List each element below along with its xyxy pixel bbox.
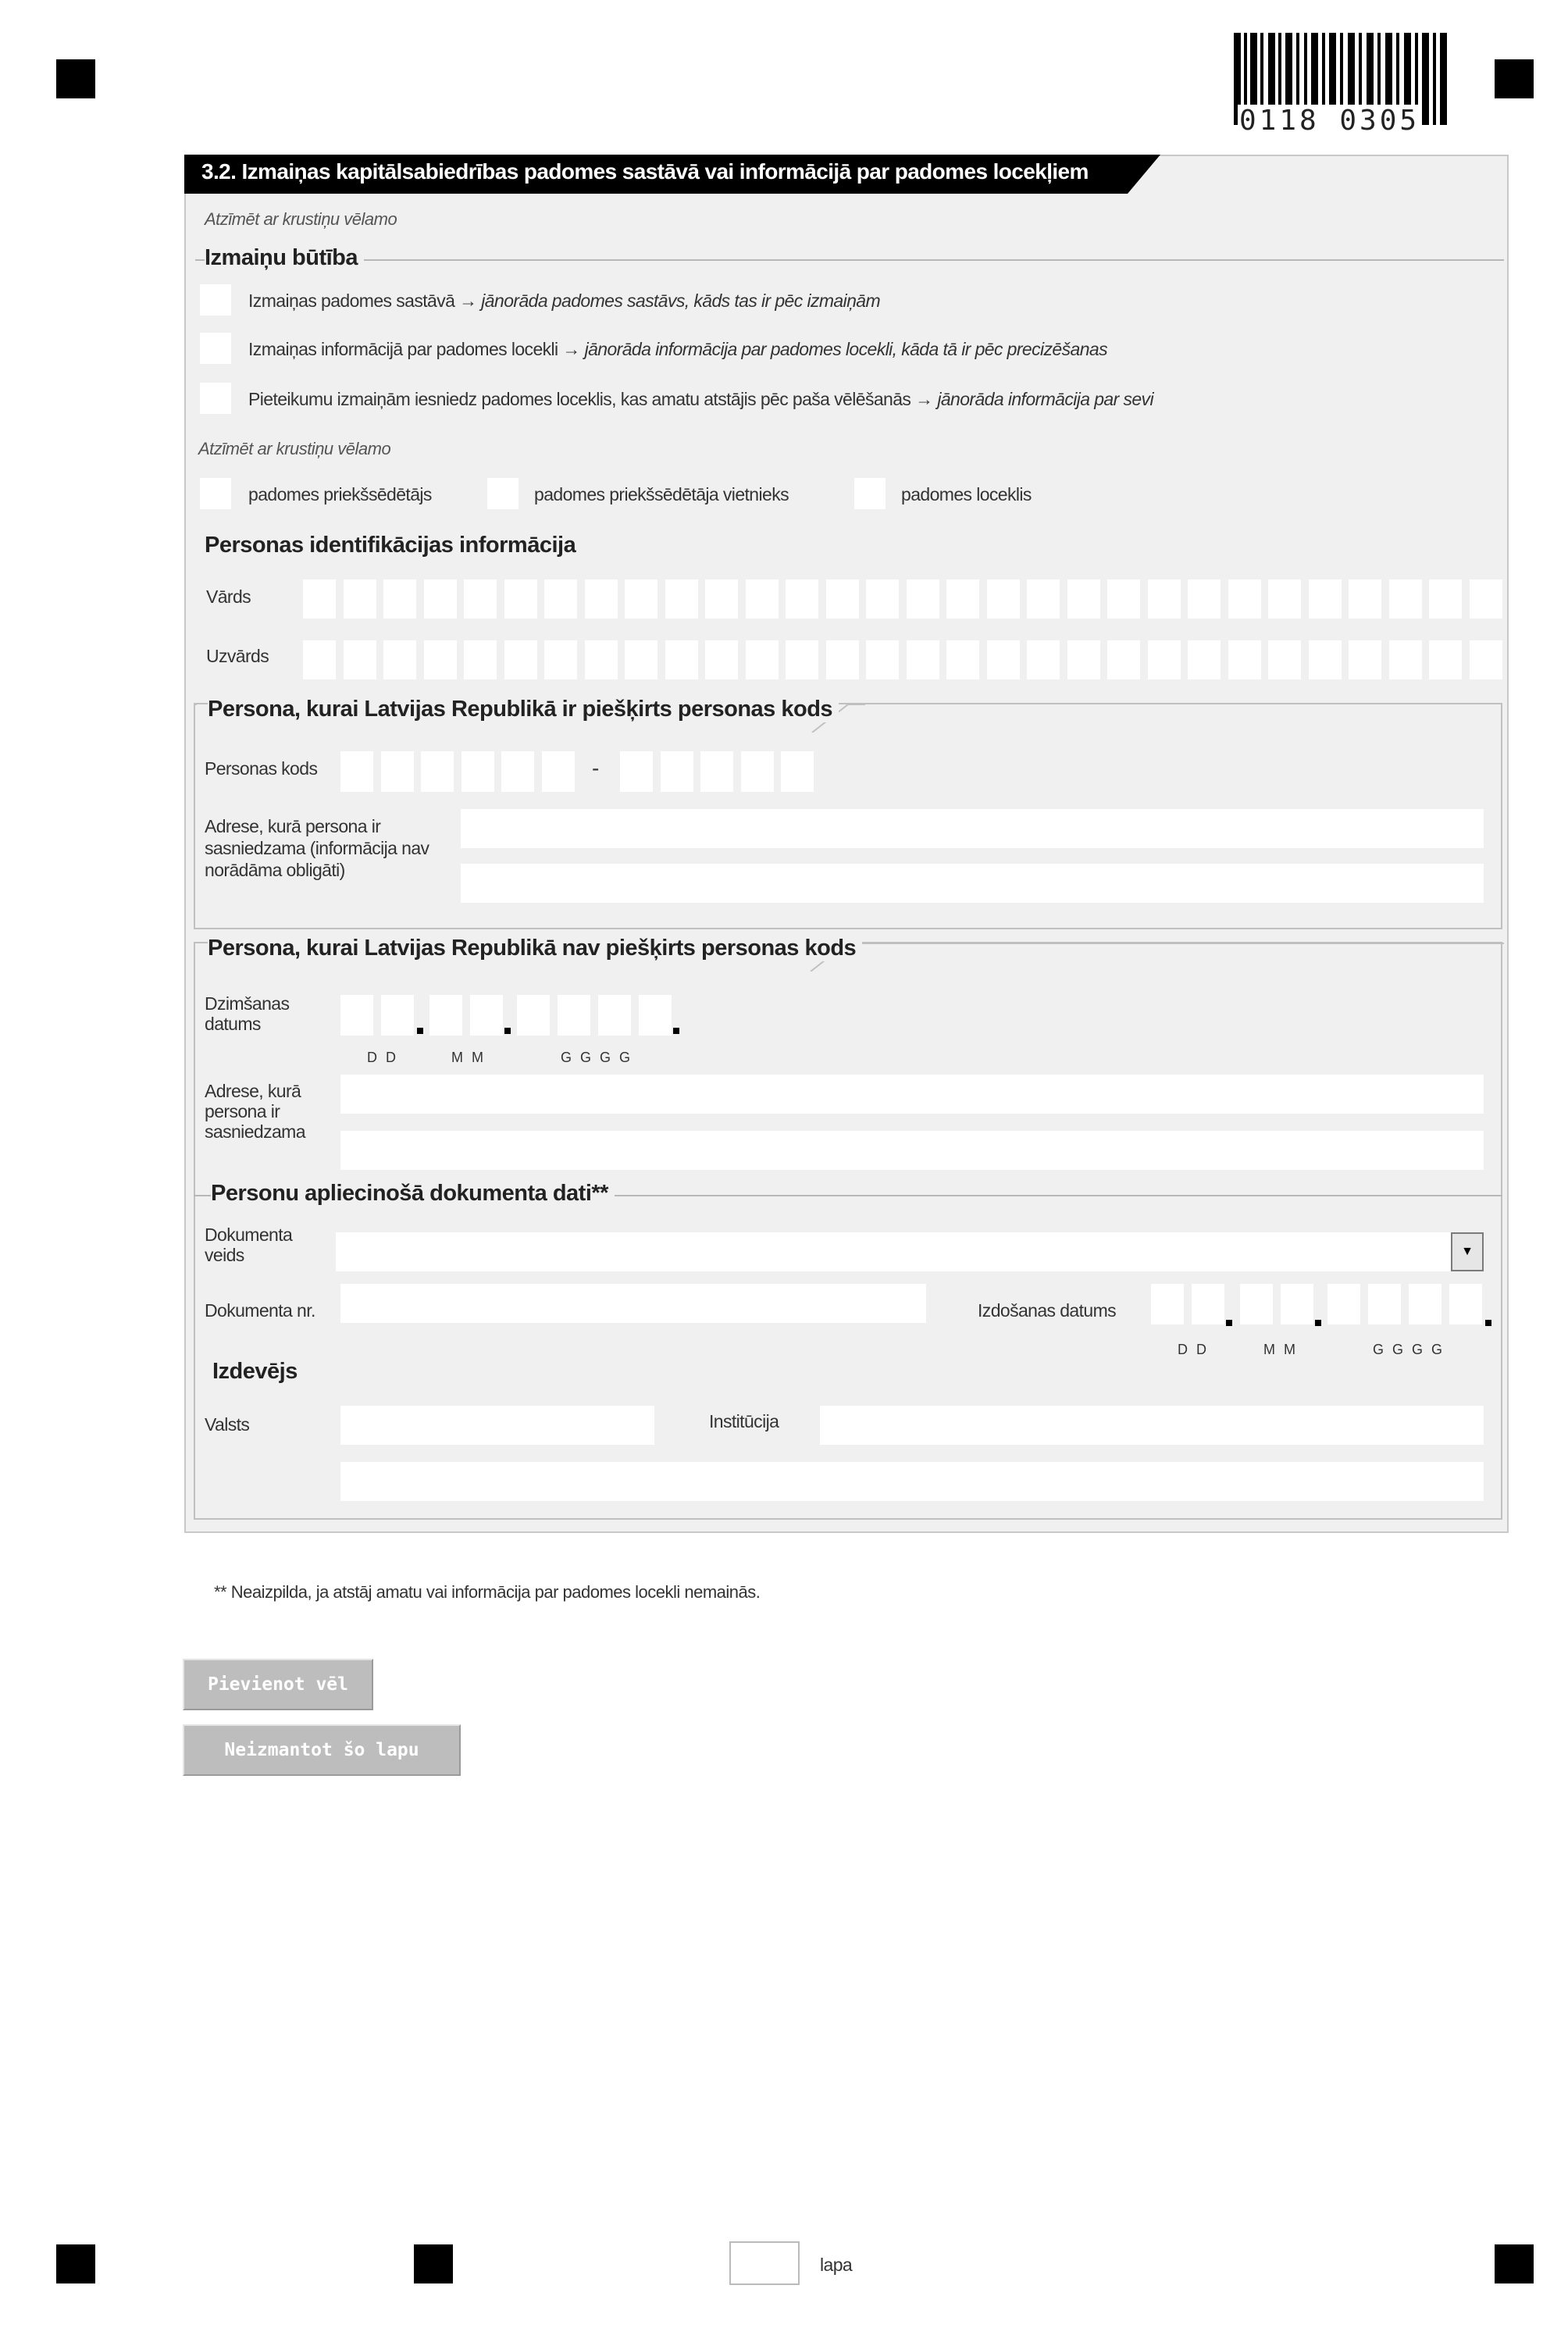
role-chairman-label: padomes priekšsēdētājs <box>248 484 432 504</box>
first-name-cell[interactable] <box>826 579 859 619</box>
dont-use-page-button[interactable]: Neizmantot šo lapu <box>183 1724 461 1776</box>
first-name-cell[interactable] <box>544 579 577 619</box>
without-code-legend: Persona, kurai Latvijas Republikā nav piešķirts personas kods <box>208 936 862 961</box>
last-name-cell[interactable] <box>1188 640 1221 679</box>
first-name-cell[interactable] <box>1188 579 1221 619</box>
birth-date-dot-1 <box>417 1028 423 1034</box>
last-name-cell[interactable] <box>705 640 738 679</box>
first-name-cell[interactable] <box>625 579 657 619</box>
with-code-address-label: Adrese, kurā persona ir sasniedzama (informācija nav norādāma obligāti) <box>205 816 429 880</box>
last-name-cell[interactable] <box>826 640 859 679</box>
document-number-label: Dokumenta nr. <box>205 1300 315 1321</box>
birth-date-cell[interactable] <box>470 995 503 1036</box>
issue-date-cell[interactable] <box>1368 1284 1401 1324</box>
first-name-cell[interactable] <box>1067 579 1100 619</box>
birth-date-dot-3 <box>673 1028 679 1034</box>
personal-code-cell[interactable] <box>501 751 534 792</box>
issue-date-label: Izdošanas datums <box>978 1300 1117 1321</box>
last-name-cell[interactable] <box>987 640 1020 679</box>
last-name-cell[interactable] <box>786 640 818 679</box>
first-name-cell[interactable] <box>1268 579 1301 619</box>
birth-date-label: Dzimšanas datums <box>205 993 290 1034</box>
institution-field[interactable] <box>820 1406 1484 1445</box>
last-name-cell[interactable] <box>665 640 698 679</box>
last-name-cell[interactable] <box>1509 640 1542 679</box>
issue-date-dot-1 <box>1226 1320 1232 1326</box>
birth-date-yyyy: G G G G <box>561 1050 633 1065</box>
without-code-address-field-2[interactable] <box>340 1131 1484 1170</box>
birth-date-dd: D D <box>367 1050 398 1065</box>
change-nature-line <box>195 259 1504 261</box>
registration-mark-bottom-left <box>56 2244 95 2283</box>
last-name-cell[interactable] <box>1429 640 1462 679</box>
issue-date-dot-3 <box>1485 1320 1491 1326</box>
last-name-cell[interactable] <box>1067 640 1100 679</box>
last-name-cell[interactable] <box>1107 640 1140 679</box>
first-name-cell[interactable] <box>504 579 537 619</box>
institution-label: Institūcija <box>709 1411 779 1431</box>
personal-code-separator: - <box>592 756 599 780</box>
first-name-cell[interactable] <box>746 579 779 619</box>
issue-date-dot-2 <box>1315 1320 1321 1326</box>
barcode-number: 0118 0305 <box>1239 105 1420 137</box>
section-title: 3.2. Izmaiņas kapitālsabiedrības padomes sastāvā vai informācijā par padomes locekļiem <box>201 159 1089 184</box>
change-composition-option: Izmaiņas padomes sastāvā → jānorāda padomes sastāvs, kāds tas ir pēc izmaiņām <box>248 291 881 311</box>
personal-code-label: Personas kods <box>205 758 318 779</box>
first-name-cell[interactable] <box>705 579 738 619</box>
first-name-cell[interactable] <box>1148 579 1181 619</box>
birth-date-dot-2 <box>504 1028 511 1034</box>
last-name-cell[interactable] <box>504 640 537 679</box>
change-member-info-option: Izmaiņas informācijā par padomes locekli → jānorāda informācija par padomes locekli, kāda tā ir pēc precizēšanas <box>248 339 1108 359</box>
last-name-cell[interactable] <box>946 640 979 679</box>
first-name-cell[interactable] <box>383 579 416 619</box>
with-code-legend: Persona, kurai Latvijas Republikā ir piešķirts personas kods <box>208 697 839 722</box>
issue-date-cell[interactable] <box>1409 1284 1441 1324</box>
change-member-info-checkbox[interactable] <box>200 333 231 364</box>
last-name-cell[interactable] <box>1389 640 1422 679</box>
with-code-address-field-1[interactable] <box>461 809 1484 848</box>
personal-code-cell[interactable] <box>542 751 575 792</box>
birth-date-cell[interactable] <box>639 995 672 1036</box>
page-number-field[interactable] <box>729 2241 800 2285</box>
last-name-cell[interactable] <box>383 640 416 679</box>
first-name-cell[interactable] <box>946 579 979 619</box>
first-name-cell[interactable] <box>1228 579 1261 619</box>
without-code-address-field-1[interactable] <box>340 1075 1484 1114</box>
first-name-cell[interactable] <box>585 579 618 619</box>
add-more-button[interactable]: Pievienot vēl <box>183 1659 373 1710</box>
birth-date-cell[interactable] <box>381 995 414 1036</box>
document-legend: Personu apliecinošā dokumenta dati** <box>211 1181 615 1207</box>
first-name-cell[interactable] <box>987 579 1020 619</box>
personal-code-cell[interactable] <box>741 751 774 792</box>
birth-date-mm: M M <box>451 1050 486 1065</box>
member-resigned-checkbox[interactable] <box>200 383 231 414</box>
registration-mark-bottom-right <box>1495 2244 1534 2283</box>
role-member-label: padomes loceklis <box>901 484 1032 504</box>
personal-code-cell[interactable] <box>461 751 494 792</box>
first-name-cell[interactable] <box>424 579 457 619</box>
change-nature-legend: Izmaiņu būtība <box>205 245 364 271</box>
first-name-cell[interactable] <box>1389 579 1422 619</box>
birth-date-cell[interactable] <box>517 995 550 1036</box>
last-name-cell[interactable] <box>1309 640 1342 679</box>
role-deputy-chairman-checkbox[interactable] <box>487 478 519 509</box>
last-name-label: Uzvārds <box>206 646 269 666</box>
issue-date-cell[interactable] <box>1327 1284 1360 1324</box>
birth-date-cell[interactable] <box>429 995 462 1036</box>
last-name-cell[interactable] <box>464 640 497 679</box>
country-field[interactable] <box>340 1406 654 1445</box>
last-name-cell[interactable] <box>1470 640 1502 679</box>
registration-mark-top-right <box>1495 59 1534 98</box>
issue-date-yyyy: G G G G <box>1373 1342 1445 1357</box>
personal-code-cell[interactable] <box>340 751 373 792</box>
footnote: ** Neaizpilda, ja atstāj amatu vai informācija par padomes locekli nemainās. <box>214 1582 761 1602</box>
first-name-cell[interactable] <box>1349 579 1381 619</box>
last-name-cell[interactable] <box>1349 640 1381 679</box>
personal-code-cell[interactable] <box>620 751 653 792</box>
first-name-cell[interactable] <box>303 579 336 619</box>
issue-date-mm: M M <box>1263 1342 1298 1357</box>
birth-date-cell[interactable] <box>598 995 631 1036</box>
first-name-cell[interactable] <box>464 579 497 619</box>
first-name-cell[interactable] <box>1309 579 1342 619</box>
role-chairman-checkbox[interactable] <box>200 478 231 509</box>
birth-date-cell[interactable] <box>558 995 590 1036</box>
last-name-cell[interactable] <box>1228 640 1261 679</box>
last-name-cell[interactable] <box>1268 640 1301 679</box>
last-name-cell[interactable] <box>866 640 899 679</box>
issue-date-cell[interactable] <box>1240 1284 1273 1324</box>
member-resigned-option: Pieteikumu izmaiņām iesniedz padomes loceklis, kas amatu atstājis pēc paša vēlēšanās → jānorāda informācija par sevi <box>248 389 1153 409</box>
document-type-label: Dokumenta veids <box>205 1225 293 1265</box>
first-name-cell[interactable] <box>1107 579 1140 619</box>
registration-mark-bottom-middle <box>414 2244 453 2283</box>
issuer-legend: Izdevējs <box>212 1359 304 1385</box>
role-member-checkbox[interactable] <box>854 478 886 509</box>
personal-code-cell[interactable] <box>661 751 693 792</box>
issue-date-cell[interactable] <box>1151 1284 1184 1324</box>
personal-code-cell[interactable] <box>700 751 733 792</box>
document-type-select[interactable] <box>336 1232 1452 1271</box>
first-name-label: Vārds <box>206 586 251 607</box>
without-code-address-label: Adrese, kurā persona ir sasniedzama <box>205 1081 305 1142</box>
page-label: lapa <box>820 2255 853 2275</box>
last-name-cell[interactable] <box>585 640 618 679</box>
personal-code-cell[interactable] <box>421 751 454 792</box>
last-name-cell[interactable] <box>303 640 336 679</box>
last-name-cell[interactable] <box>907 640 939 679</box>
last-name-cell[interactable] <box>424 640 457 679</box>
birth-date-cell[interactable] <box>340 995 373 1036</box>
chevron-down-icon: ▼ <box>1461 1245 1474 1258</box>
identity-legend: Personas identifikācijas informācija <box>205 533 582 558</box>
last-name-cell[interactable] <box>746 640 779 679</box>
hint-mark-cross: Atzīmēt ar krustiņu vēlamo <box>205 209 397 229</box>
document-number-field[interactable] <box>340 1284 926 1323</box>
first-name-cell[interactable] <box>907 579 939 619</box>
personal-code-cell[interactable] <box>781 751 814 792</box>
issue-date-cell[interactable] <box>1192 1284 1224 1324</box>
personal-code-cell[interactable] <box>381 751 414 792</box>
issue-date-dd: D D <box>1178 1342 1209 1357</box>
last-name-cell[interactable] <box>1027 640 1060 679</box>
change-composition-checkbox[interactable] <box>200 284 231 316</box>
registration-mark-top-left <box>56 59 95 98</box>
issue-date-cell[interactable] <box>1281 1284 1313 1324</box>
last-name-cell[interactable] <box>1148 640 1181 679</box>
country-label: Valsts <box>205 1414 250 1435</box>
first-name-cell[interactable] <box>1509 579 1542 619</box>
last-name-cell[interactable] <box>544 640 577 679</box>
first-name-cell[interactable] <box>1027 579 1060 619</box>
first-name-cell[interactable] <box>665 579 698 619</box>
last-name-cell[interactable] <box>625 640 657 679</box>
document-type-dropdown-button[interactable] <box>1451 1232 1484 1271</box>
last-name-cell[interactable] <box>344 640 376 679</box>
first-name-cell[interactable] <box>344 579 376 619</box>
with-code-address-field-2[interactable] <box>461 864 1484 903</box>
role-deputy-chairman-label: padomes priekšsēdētāja vietnieks <box>534 484 789 504</box>
hint-mark-cross-roles: Atzīmēt ar krustiņu vēlamo <box>198 439 391 458</box>
issue-date-cell[interactable] <box>1449 1284 1482 1324</box>
first-name-cell[interactable] <box>786 579 818 619</box>
first-name-cell[interactable] <box>1429 579 1462 619</box>
first-name-cell[interactable] <box>866 579 899 619</box>
first-name-cell[interactable] <box>1470 579 1502 619</box>
issuer-extra-field[interactable] <box>340 1462 1484 1501</box>
